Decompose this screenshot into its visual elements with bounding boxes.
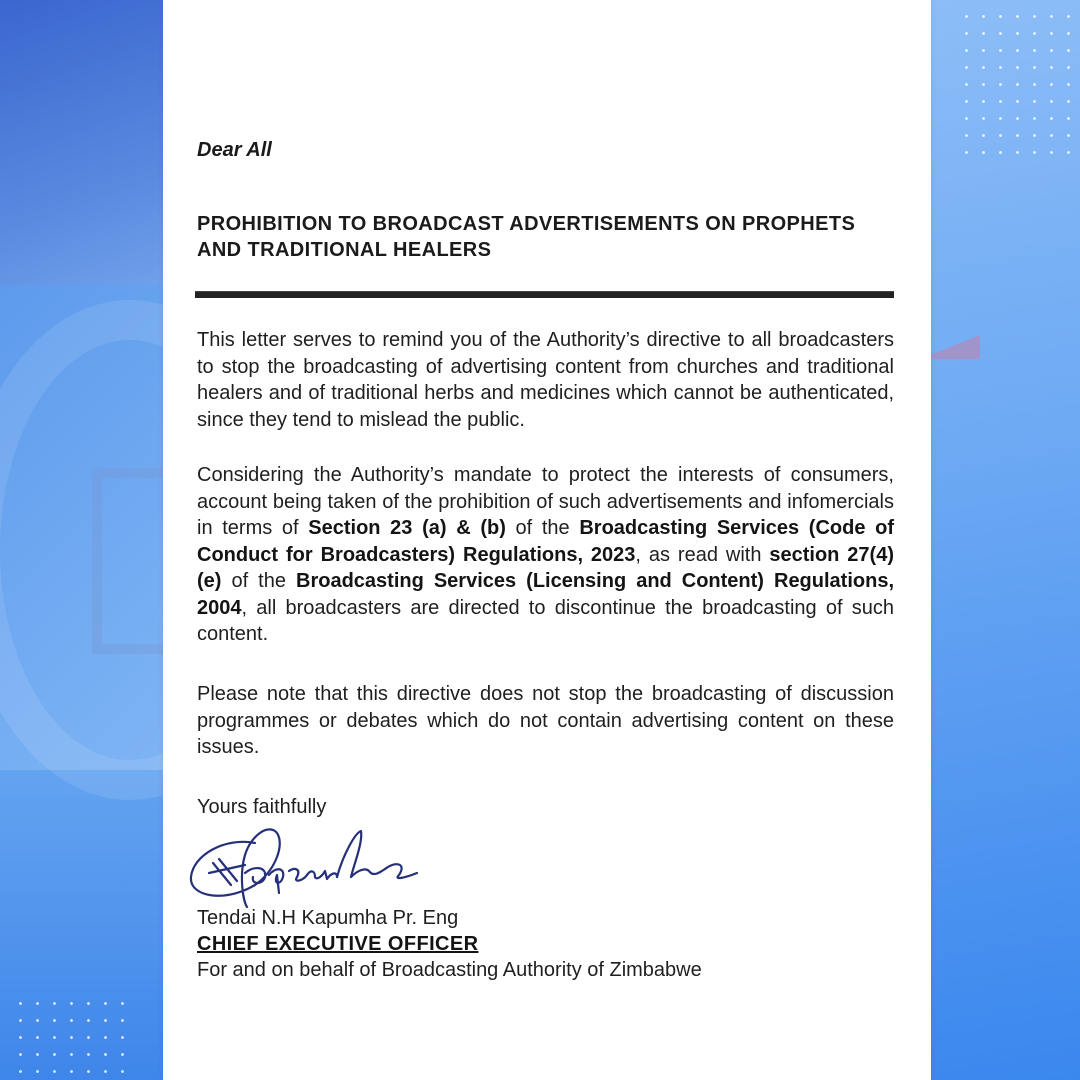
subject-divider xyxy=(195,291,894,298)
letter-page xyxy=(163,0,931,1080)
letter-subject: PROHIBITION TO BROADCAST ADVERTISEMENTS ON PROPHETS AND TRADITIONAL HEALERS xyxy=(197,213,856,261)
signer-name: Tendai N.H Kapumha Pr. Eng xyxy=(197,907,459,929)
text-run: Considering the Authority’s mandate to protect the interests of consumers, account being taken of the prohibition of such advertisements and infomercials in terms of xyxy=(197,464,894,539)
text-run: , all broadcasters are directed to discontinue the broadcasting of such content. xyxy=(197,596,894,645)
text-run: , as read with xyxy=(635,543,770,566)
dot-pattern-top-right xyxy=(958,8,1076,163)
signer-title: CHIEF EXECUTIVE OFFICER xyxy=(197,933,479,955)
dot-pattern-bottom-left xyxy=(12,995,132,1075)
signature-image xyxy=(185,815,445,915)
salutation: Dear All xyxy=(197,139,272,161)
bold-reference: section 27(4)(e) xyxy=(197,543,894,592)
bold-reference: Broadcasting Services (Code of Conduct for Broadcasters) Regulations, 2023 xyxy=(197,517,895,566)
paragraph-reminder: This letter serves to remind you of the Authority’s directive to all broadcasters to stop the broadcasting of advertising content from churches and traditional healers and of traditional herbs and medicines which cannot be authenticated, since they tend to mislead the public. xyxy=(197,329,894,431)
closing: Yours faithfully xyxy=(197,796,327,818)
paragraph-mandate xyxy=(197,462,894,648)
bold-reference: Broadcasting Services (Licensing and Content) Regulations, 2004 xyxy=(197,570,895,619)
paragraph-note: Please note that this directive does not stop the broadcasting of discussion programmes or debates which do not contain advertising content on these issues. xyxy=(197,683,894,758)
bold-reference: Section 23 (a) & (b) xyxy=(308,517,506,539)
organization-line: For and on behalf of Broadcasting Authority of Zimbabwe xyxy=(197,959,702,981)
text-run: of the xyxy=(221,570,297,592)
text-run: of the xyxy=(505,517,580,539)
